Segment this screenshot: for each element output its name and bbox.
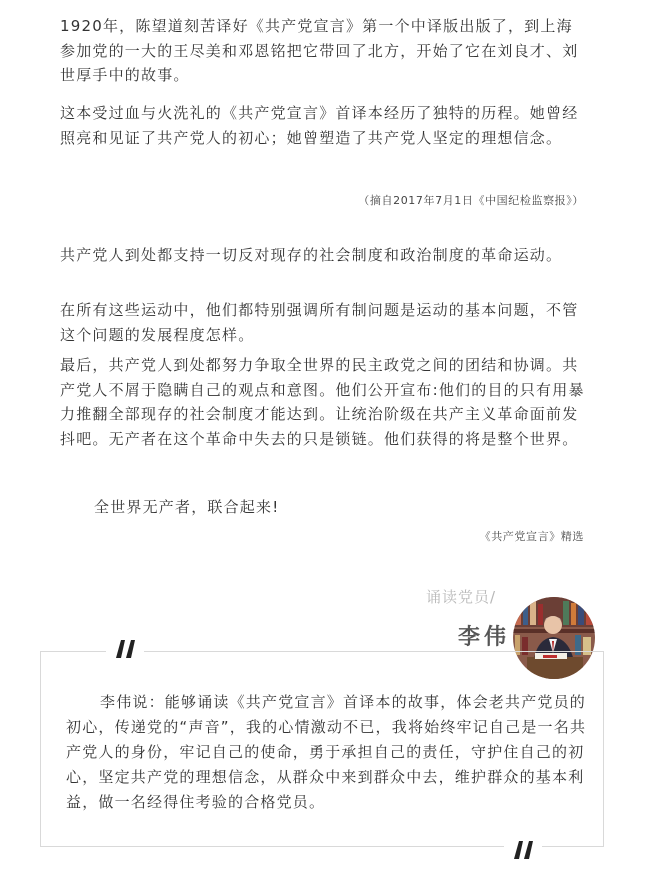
manifesto-paragraph-1: 共产党人到处都支持一切反对现存的社会制度和政治制度的革命运动。 xyxy=(60,246,563,264)
source-citation-2: 《共产党宣言》精选 xyxy=(479,530,584,543)
source-citation-1: （摘自2017年7月1日《中国纪检监察报》） xyxy=(358,194,584,207)
manifesto-paragraph-3: 最后，共产党人到处都努力争取全世界的民主政党之间的团结和协调。共产党人不屑于隐瞒自己的观点和意图。他们公开宣布:他们的目的只有用暴力推翻全部现存的社会制度才能达到。让统治阶级在共产主义革命面前发抖吧。无产者在这个革命中失去的只是锁链。他们获得的将是整个世界。 xyxy=(60,356,585,448)
close-quote-icon xyxy=(504,837,542,867)
quote-text: 李伟说：能够诵读《共产党宣言》首译本的故事，体会老共产党员的初心，传递党的“声音”，我的心情激动不已，我将始终牢记自己是一名共产党人的身份，牢记自己的使命，勇于承担自己的责任，守护住自己的初心，坚定共产党的理想信念，从群众中来到群众中去，维护群众的基本利益，做一名经得住考验的合格党员。 xyxy=(66,693,587,811)
intro-paragraph-1: 1920年，陈望道刻苦译好《共产党宣言》第一个中译版出版了，到上海参加党的一大的王尽美和邓恩铭把它带回了北方，开始了它在刘良才、刘世厚手中的故事。 xyxy=(60,17,579,84)
manifesto-slogan: 全世界无产者，联合起来! xyxy=(94,498,280,516)
manifesto-paragraph-2: 在所有这些运动中，他们都特别强调所有制问题是运动的基本问题，不管这个问题的发展程度怎样。 xyxy=(60,301,579,344)
reader-name: 李伟 xyxy=(458,625,511,650)
reader-label: 诵读党员/ xyxy=(426,588,497,606)
intro-paragraph-2: 这本受过血与火洗礼的《共产党宣言》首译本经历了独特的历程。她曾经照亮和见证了共产党人的初心；她曾塑造了共产党人坚定的理想信念。 xyxy=(60,104,579,147)
close-quote-glyph xyxy=(510,839,536,861)
open-quote-glyph xyxy=(112,638,138,660)
open-quote-icon xyxy=(106,636,144,666)
